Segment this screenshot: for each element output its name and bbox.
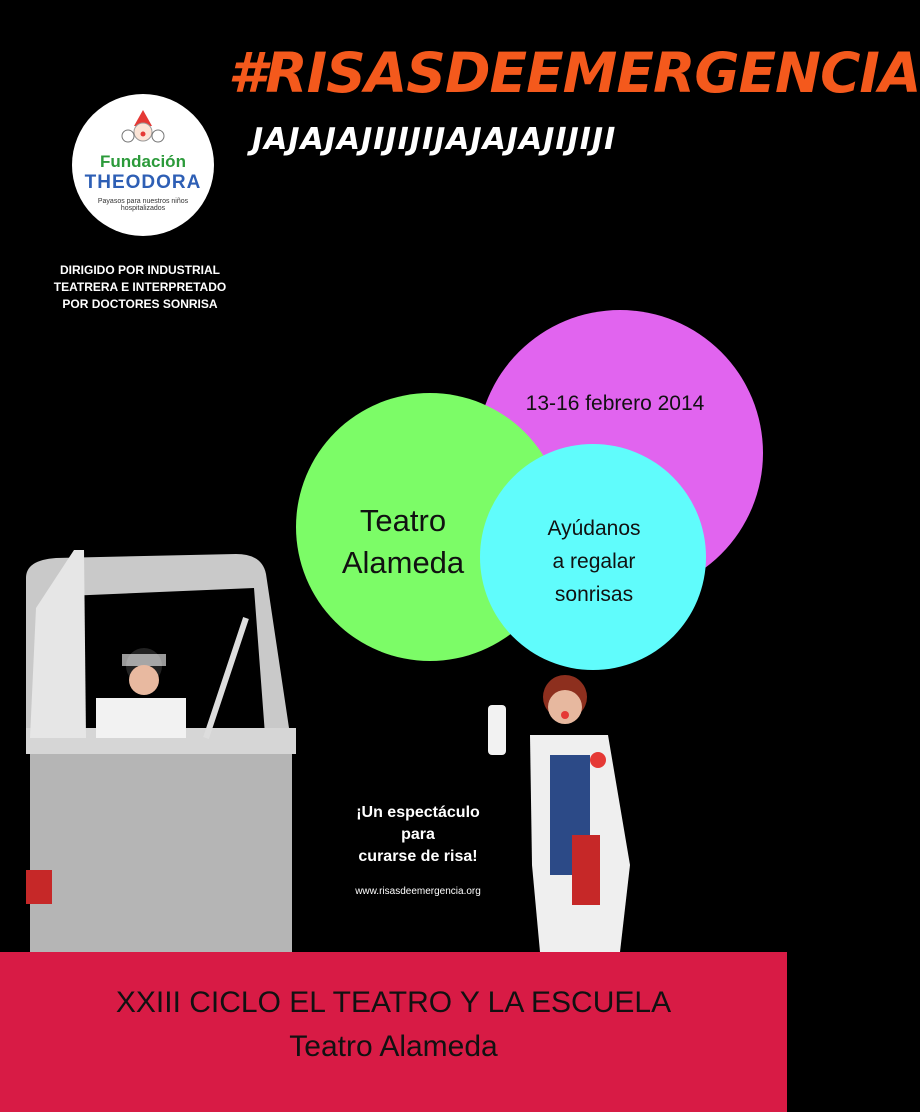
website-link[interactable]: www.risasdeemergencia.org (355, 886, 481, 897)
footer-band (0, 952, 787, 1112)
slogan-line: ¡Un espectáculo (356, 804, 480, 821)
venue-line: Teatro (359, 503, 447, 538)
venue-text (318, 500, 488, 584)
credits-line: POR DOCTORES SONRISA (62, 297, 218, 311)
footer-cycle-title: XXIII CICLO EL TEATRO Y LA ESCUELA (115, 986, 672, 1019)
stage-photo (26, 548, 306, 952)
event-date: 13-16 febrero 2014 (525, 392, 705, 415)
credits-line: DIRIGIDO POR INDUSTRIAL (59, 263, 220, 277)
logo-tagline: Payasos para nuestros niños hospitalizados (97, 198, 189, 212)
laughter-subtitle: JAJAJAJIJIJIJAJAJAJIJIJI (252, 122, 617, 157)
theodora-logo (72, 94, 214, 236)
credits-text (30, 262, 250, 313)
logo-name-line1: Fundación (100, 152, 186, 171)
help-line: a regalar (552, 550, 636, 573)
help-text (505, 512, 683, 611)
slogan-line: curarse de risa! (358, 848, 478, 865)
help-line: sonrisas (554, 583, 634, 606)
clown-icon (120, 108, 166, 148)
footer-venue: Teatro Alameda (289, 1030, 498, 1063)
slogan (310, 802, 526, 868)
logo-name-line2: THEODORA (84, 172, 202, 193)
help-line: Ayúdanos (547, 517, 641, 540)
credits-line: TEATRERA E INTERPRETADO (53, 280, 227, 294)
slogan-line: para (401, 826, 435, 843)
hashtag-title: #RISASDEEMERGENCIA (228, 41, 920, 105)
venue-line: Alameda (341, 545, 465, 580)
